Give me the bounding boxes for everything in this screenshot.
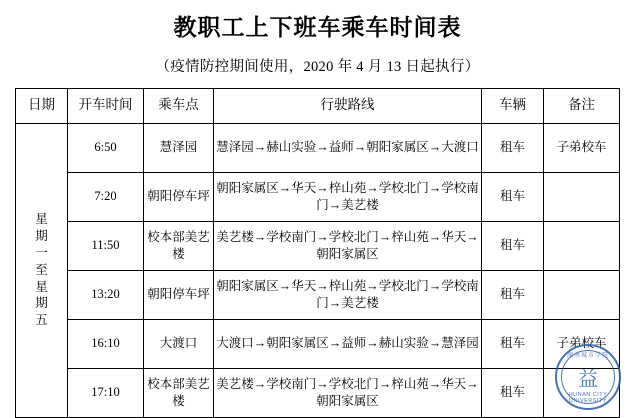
day-char: 五 <box>35 313 48 328</box>
cell-departure-time: 11:50 <box>68 221 144 270</box>
seal-top-text: 湖南城市学院 <box>566 353 609 359</box>
cell-vehicle: 租车 <box>482 270 544 319</box>
table-row <box>16 319 620 368</box>
cell-route: 朝阳家属区→华天→梓山苑→学校北门→学校南门→美艺楼 <box>214 270 482 319</box>
cell-departure-time: 6:50 <box>68 123 144 172</box>
table-header-row <box>16 88 620 123</box>
column-header-boarding-point: 乘车点 <box>144 88 214 123</box>
schedule-table <box>15 88 620 418</box>
table-row <box>16 368 620 417</box>
cell-remark <box>544 221 620 270</box>
cell-remark <box>544 270 620 319</box>
cell-boarding-point: 大渡口 <box>144 319 214 368</box>
cell-route: 大渡口→朝阳家属区→益师→赫山实验→慧泽园 <box>214 319 482 368</box>
cell-vehicle: 租车 <box>482 221 544 270</box>
cell-vehicle: 租车 <box>482 319 544 368</box>
table-row <box>16 123 620 172</box>
cell-route: 朝阳家属区→华天→梓山苑→学校北门→学校南门→美艺楼 <box>214 172 482 221</box>
page-subtitle: （疫情防控期间使用，2020 年 4 月 13 日起执行） <box>155 58 480 75</box>
day-char: 期 <box>35 228 48 243</box>
cell-boarding-point: 校本部美艺楼 <box>144 221 214 270</box>
table-body <box>16 123 620 417</box>
table-row <box>16 221 620 270</box>
cell-route: 美艺楼→学校南门→学校北门→梓山苑→华天→朝阳家属区 <box>214 368 482 417</box>
official-seal-icon <box>555 344 621 410</box>
seal-bottom-text: HUNAN CITY UNIVERSITY <box>568 392 608 404</box>
table-header <box>16 88 620 123</box>
cell-departure-time: 16:10 <box>68 319 144 368</box>
day-char: 星 <box>35 279 48 294</box>
cell-remark <box>544 172 620 221</box>
day-char: 星 <box>35 212 48 227</box>
cell-boarding-point: 校本部美艺楼 <box>144 368 214 417</box>
cell-vehicle: 租车 <box>482 368 544 417</box>
day-char: 至 <box>35 262 48 277</box>
cell-departure-time: 17:10 <box>68 368 144 417</box>
cell-boarding-point: 朝阳停车坪 <box>144 270 214 319</box>
cell-remark: 子弟校车 <box>544 319 620 368</box>
cell-departure-time: 7:20 <box>68 172 144 221</box>
page-title: 教职工上下班车乘车时间表 <box>173 15 462 40</box>
cell-vehicle: 租车 <box>482 172 544 221</box>
column-header-departure-time: 开车时间 <box>68 88 144 123</box>
day-char: 期 <box>35 296 48 311</box>
table-row <box>16 172 620 221</box>
cell-route: 慧泽园→赫山实验→益师→朝阳家属区→大渡口 <box>214 123 482 172</box>
day-char: 一 <box>35 245 48 260</box>
cell-route: 美艺楼→学校南门→学校北门→梓山苑→华天→朝阳家属区 <box>214 221 482 270</box>
table-row <box>16 270 620 319</box>
cell-vehicle: 租车 <box>482 123 544 172</box>
cell-boarding-point: 慧泽园 <box>144 123 214 172</box>
cell-remark: 子弟校车 <box>544 123 620 172</box>
cell-boarding-point: 朝阳停车坪 <box>144 172 214 221</box>
column-header-vehicle: 车辆 <box>482 88 544 123</box>
column-header-remark: 备注 <box>544 88 620 123</box>
column-header-date: 日期 <box>16 88 68 123</box>
seal-center-mark: 益 <box>578 368 598 391</box>
column-header-route: 行驶路线 <box>214 88 482 123</box>
day-range-cell <box>16 123 68 417</box>
cell-departure-time: 13:20 <box>68 270 144 319</box>
